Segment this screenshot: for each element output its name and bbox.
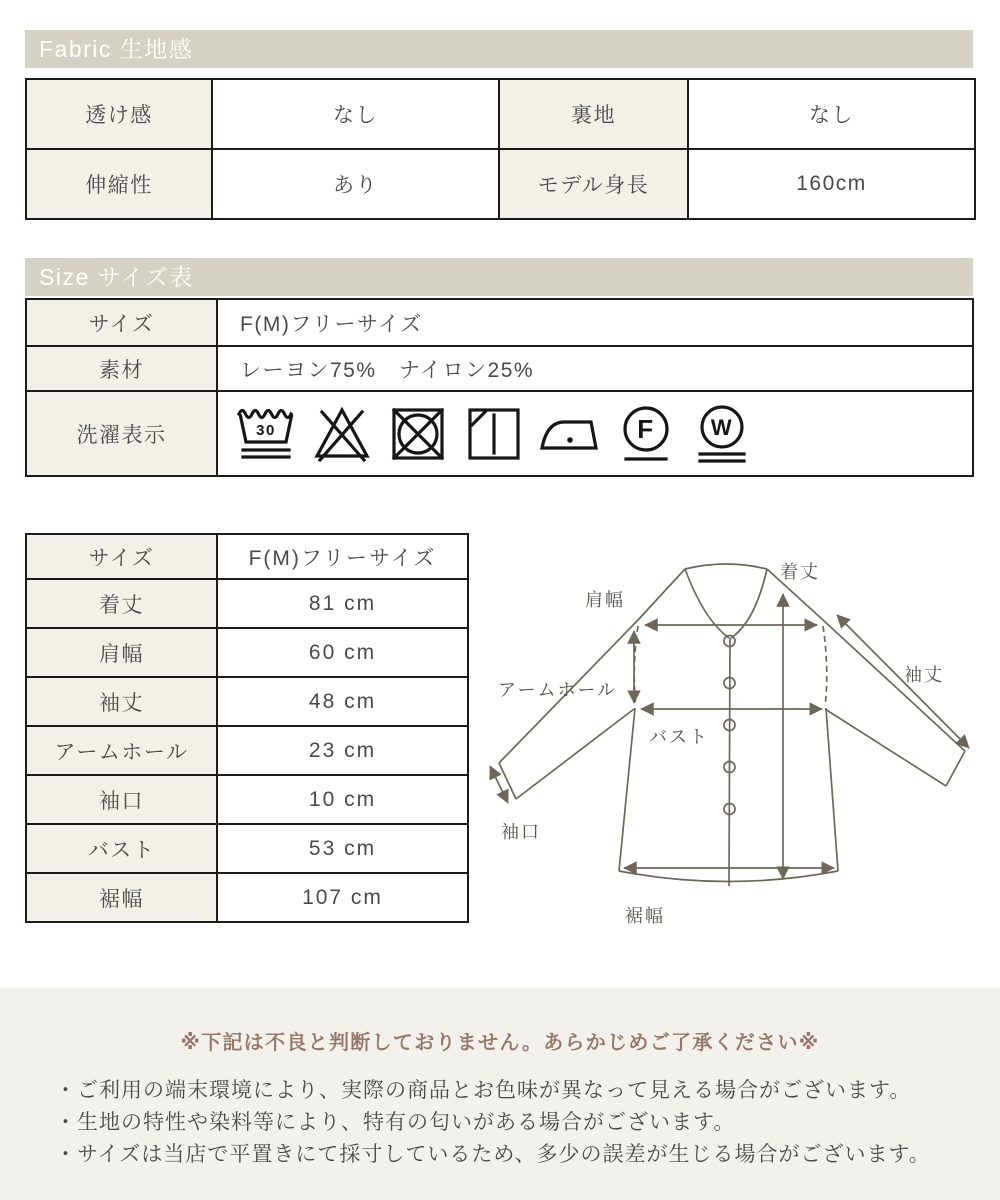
fabric-value-stretch: あり — [212, 149, 499, 219]
list-item: ・サイズは当店で平置きにて採寸しているため、多少の誤差が生じる場合がございます。 — [55, 1143, 931, 1166]
fabric-table — [25, 78, 976, 220]
fabric-label-sheerness: 透け感 — [26, 79, 212, 149]
table-row — [26, 824, 468, 873]
table-row — [26, 677, 468, 726]
shirt-outline — [499, 564, 965, 886]
measurements-table — [25, 533, 469, 923]
table-row — [26, 579, 468, 628]
table-row — [26, 534, 468, 579]
meas-label-sleeve-length: 袖丈 — [26, 677, 217, 726]
meas-value-hem-width: 107 cm — [217, 873, 468, 922]
notes-heading: ※下記は不良と判断しておりません。あらかじめご了承ください※ — [180, 1032, 820, 1054]
meas-header-label: サイズ — [26, 534, 217, 579]
fabric-label-model-height: モデル身長 — [499, 149, 688, 219]
fabric-label-lining: 裏地 — [499, 79, 688, 149]
table-row — [26, 873, 468, 922]
wet-clean-W-very-gentle-icon — [690, 402, 754, 466]
meas-value-sleeve-length: 48 cm — [217, 677, 468, 726]
list-item: ・生地の特性や染料等により、特有の匂いがある場合がございます。 — [55, 1111, 736, 1134]
meas-label-body-length: 着丈 — [26, 579, 217, 628]
fabric-section-header: Fabric 生地感 — [25, 30, 973, 68]
table-row — [26, 391, 973, 476]
meas-value-bust: 53 cm — [217, 824, 468, 873]
diagram-label-sleeve-length: 袖丈 — [904, 665, 944, 685]
meas-value-body-length: 81 cm — [217, 579, 468, 628]
care-label: 洗濯表示 — [26, 391, 217, 476]
table-row — [26, 726, 468, 775]
material-value: レーヨン75% ナイロン25% — [217, 346, 973, 391]
notes-section — [0, 988, 1000, 1200]
diagram-label-cuff: 袖口 — [501, 822, 541, 842]
svg-text:30: 30 — [256, 421, 276, 439]
do-not-tumble-dry-icon — [386, 402, 450, 466]
meas-label-shoulder-width: 肩幅 — [26, 628, 217, 677]
care-symbols-cell — [217, 391, 973, 476]
meas-label-armhole: アームホール — [26, 726, 217, 775]
do-not-bleach-icon — [310, 402, 374, 466]
meas-value-shoulder-width: 60 cm — [217, 628, 468, 677]
meas-value-armhole: 23 cm — [217, 726, 468, 775]
size-label: サイズ — [26, 299, 217, 346]
table-row — [26, 346, 973, 391]
diagram-label-shoulder-width: 肩幅 — [585, 590, 625, 610]
diagram-label-armhole: アームホール — [498, 680, 618, 700]
diagram-label-body-length: 着丈 — [780, 562, 820, 582]
diagram-label-bust: バスト — [649, 727, 709, 747]
meas-value-cuff: 10 cm — [217, 775, 468, 824]
iron-low-heat-icon — [538, 402, 602, 466]
table-row — [26, 299, 973, 346]
meas-header-value: F(M)フリーサイズ — [217, 534, 468, 579]
sleeve-length-arrow — [837, 615, 969, 748]
fabric-value-sheerness: なし — [212, 79, 499, 149]
meas-label-bust: バスト — [26, 824, 217, 873]
size-value: F(M)フリーサイズ — [217, 299, 973, 346]
table-row — [26, 149, 975, 219]
svg-text:F: F — [637, 413, 655, 444]
hang-dry-in-shade-icon — [462, 402, 526, 466]
fabric-value-model-height: 160cm — [688, 149, 975, 219]
cuff-arrow — [490, 766, 508, 803]
fabric-label-stretch: 伸縮性 — [26, 149, 212, 219]
shirt-measurement-diagram — [478, 542, 1000, 946]
fabric-value-lining: なし — [688, 79, 975, 149]
meas-label-cuff: 袖口 — [26, 775, 217, 824]
material-label: 素材 — [26, 346, 217, 391]
laundry-care-icons — [234, 402, 972, 466]
wash-30-very-gentle-icon — [234, 402, 298, 466]
svg-text:W: W — [710, 414, 734, 440]
meas-label-hem-width: 裾幅 — [26, 873, 217, 922]
size-info-table — [25, 298, 974, 477]
dry-clean-F-gentle-icon — [614, 402, 678, 466]
table-row — [26, 628, 468, 677]
list-item: ・ご利用の端末環境により、実際の商品とお色味が異なって見える場合がございます。 — [55, 1079, 912, 1102]
notes-list — [0, 1075, 1000, 1171]
size-section-header: Size サイズ表 — [25, 258, 973, 296]
diagram-label-hem-width: 裾幅 — [625, 906, 665, 926]
table-row — [26, 79, 975, 149]
table-row — [26, 775, 468, 824]
